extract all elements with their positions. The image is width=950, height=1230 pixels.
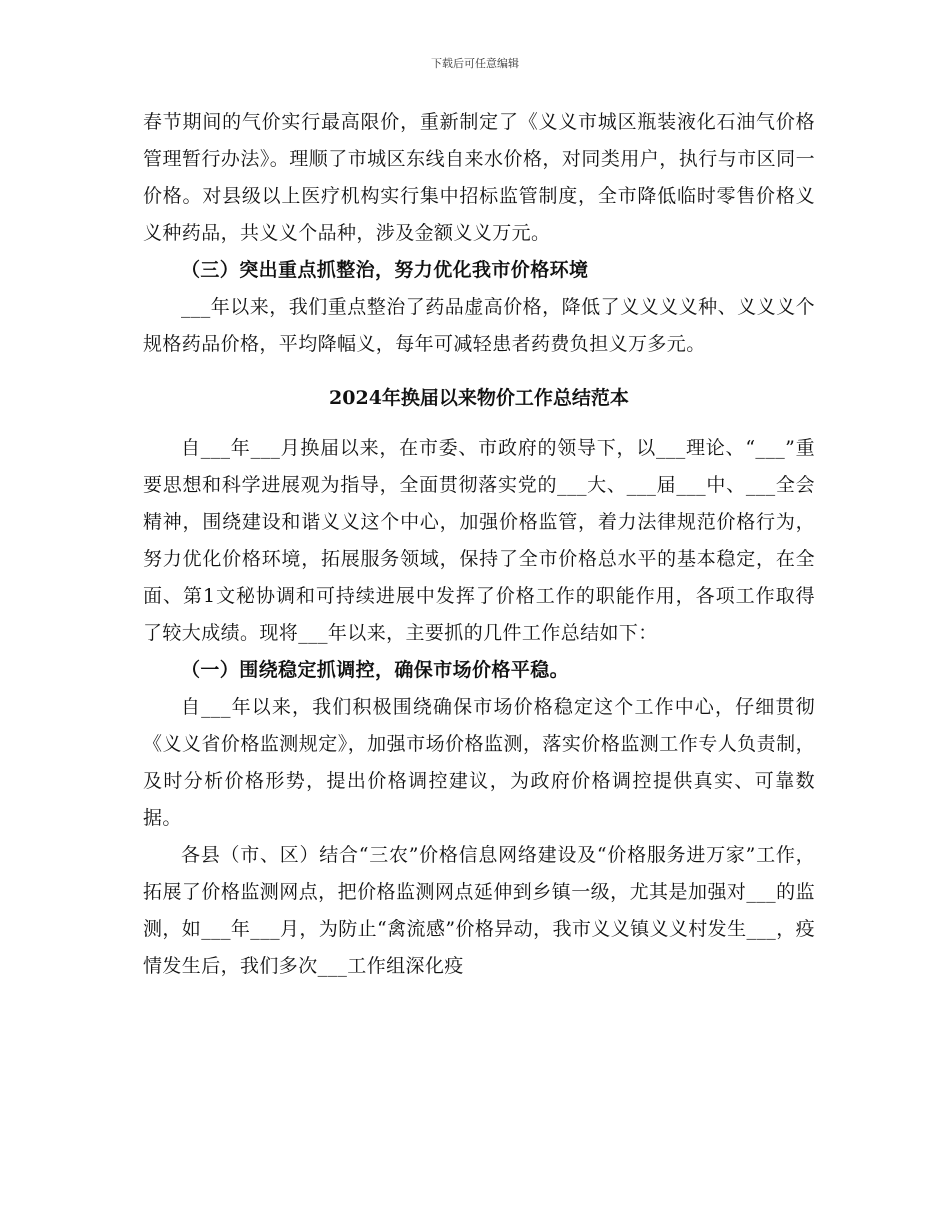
document-body [143,104,815,985]
section-heading: （三）突出重点抓整治，努力优化我市价格环境 [181,259,589,281]
page-header: 下载后可任意编辑 [431,57,519,70]
section-heading: （一）围绕稳定抓调控，确保市场价格平稳。 [181,659,570,681]
paragraph: 自___年以来，我们积极围绕确保市场价格稳定这个工作中心，仔细贯彻《义义省价格监测规定》，加强市场价格监测，落实价格监测工作专人负责制，及时分析价格形势，提出价格调控建议，为政府价格调控提供真实、可靠数据。 [143,696,815,829]
paragraph: 各县（市、区）结合“三农”价格信息网络建设及“价格服务进万家”工作，拓展了价格监测网点，把价格监测网点延伸到乡镇一级，尤其是加强对___的监测，如___年___月，为防止“禽流感”价格异动，我市义义镇义义村发生___，疫情发生后，我们多次___工作组深化疫 [143,844,815,977]
paragraph: 自___年___月换届以来，在市委、市政府的领导下，以___理论、“___”重要思想和科学进展观为指导，全面贯彻落实党的___大、___届___中、___全会精神，围绕建设和谐义义这个中心，加强价格监管，着力法律规范价格行为，努力优化价格环境，拓展服务领域，保持了全市价格总水平的基本稳定，在全面、第1文秘协调和可持续进展中发挥了价格工作的职能作用，各项工作取得了较大成绩。现将___年以来，主要抓的几件工作总结如下： [143,437,815,644]
paragraph: ___年以来，我们重点整治了药品虚高价格，降低了义义义义种、义义义个规格药品价格，平均降幅义，每年可减轻患者药费负担义万多元。 [143,296,815,355]
paragraph: 春节期间的气价实行最高限价，重新制定了《义义市城区瓶装液化石油气价格管理暂行办法》。理顺了市城区东线自来水价格，对同类用户，执行与市区同一价格。对县级以上医疗机构实行集中招标监管制度，全市降低临时零售价格义义种药品，共义义个品种，涉及金额义义万元。 [143,111,815,244]
document-title: 2024年换届以来物价工作总结范本 [329,387,629,409]
